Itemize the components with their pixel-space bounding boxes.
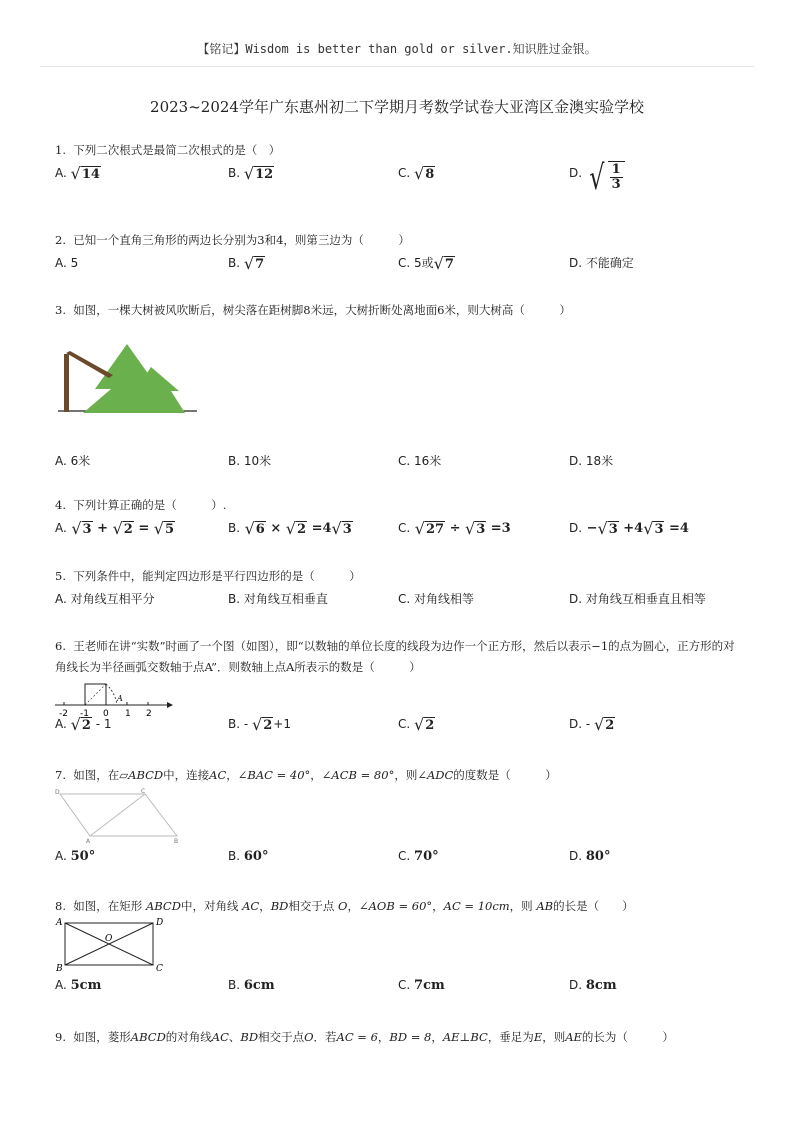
option-d[interactable]: D. 80°: [569, 849, 611, 864]
question-6-options: [55, 712, 745, 736]
option-d[interactable]: D. − √ 3 +4 √ 3 =4: [569, 518, 689, 538]
question-1: [55, 140, 745, 198]
option-b[interactable]: B. √ 7: [228, 253, 265, 273]
center-o: O: [105, 934, 113, 944]
vertex-a: A: [86, 838, 91, 844]
option-c[interactable]: C. 7cm: [398, 978, 445, 993]
option-c[interactable]: C. 70°: [398, 849, 439, 864]
vertex-d: D: [156, 918, 164, 928]
question-1-stem: 1. 下列二次根式是最简二次根式的是（ ）: [55, 143, 281, 157]
motto: 【铭记】Wisdom is better than gold or silver.知识胜过金银。: [197, 42, 597, 56]
question-4-stem: 4. 下列计算正确的是（ ）.: [55, 498, 227, 512]
question-3-stem: 3. 如图，一棵大树被风吹断后，树尖落在距树脚8米远，大树折断处离地面6米，则大树高（ ）: [55, 303, 571, 317]
question-9-stem: 9. 如图，菱形ABCD的对角线AC、BD相交于点O．若AC = 6，BD = 8，AE⊥BC，垂足为E，则AE的长为（ ）: [55, 1030, 674, 1044]
tick-label: 2: [146, 709, 152, 718]
option-d[interactable]: D. 18米: [569, 454, 614, 468]
option-b[interactable]: B. 10米: [228, 454, 272, 468]
vertex-c: C: [156, 964, 163, 973]
option-b[interactable]: B. 对角线互相垂直: [228, 592, 328, 606]
option-a[interactable]: A. 5: [55, 256, 79, 270]
question-7-options: [55, 844, 745, 868]
vertex-b: B: [174, 838, 179, 844]
tick-label: 1: [125, 709, 131, 718]
question-4-options: [55, 516, 745, 540]
option-b[interactable]: B. √ 12: [228, 163, 274, 183]
option-a[interactable]: A. √ 3 + √ 2 = √ 5: [55, 518, 175, 538]
point-label: A: [117, 694, 123, 703]
option-a[interactable]: A. √ 2 - 1: [55, 714, 112, 734]
question-5: [55, 566, 745, 611]
motto-divider: [40, 66, 754, 67]
question-8-options: [55, 973, 745, 997]
broken-tree-figure: [55, 341, 205, 421]
question-4: [55, 495, 745, 540]
rectangle-figure: [55, 917, 175, 973]
question-8: [55, 896, 745, 997]
question-3: [55, 300, 745, 473]
option-a[interactable]: A. 5cm: [55, 978, 102, 993]
option-d[interactable]: D. √ $\frac{1}{3}$: [569, 161, 625, 195]
option-d[interactable]: D. 不能确定: [569, 256, 634, 270]
vertex-d: D: [55, 789, 60, 796]
option-c[interactable]: C. 5或 √ 7: [398, 253, 454, 273]
option-a[interactable]: A. 6米: [55, 454, 91, 468]
option-b[interactable]: B. - √ 2 +1: [228, 714, 291, 734]
option-c[interactable]: C. 16米: [398, 454, 442, 468]
option-b[interactable]: B. 6cm: [228, 978, 275, 993]
option-a[interactable]: A. 对角线互相平分: [55, 592, 155, 606]
question-6: [55, 636, 745, 736]
question-5-stem: 5. 下列条件中，能判定四边形是平行四边形的是（ ）: [55, 569, 361, 583]
page-title: 2023~2024学年广东惠州初二下学期月考数学试卷大亚湾区金澳实验学校: [150, 98, 644, 116]
parallelogram-figure: [55, 788, 185, 844]
option-c[interactable]: C. √ 8: [398, 163, 435, 183]
tick-label: -2: [59, 709, 68, 718]
question-2-options: [55, 251, 745, 275]
tick-label: -1: [80, 709, 89, 718]
question-2-stem: 2. 已知一个直角三角形的两边长分别为3和4，则第三边为（ ）: [55, 233, 410, 247]
option-a[interactable]: A. √ 14: [55, 163, 100, 183]
option-a[interactable]: A. 50°: [55, 849, 96, 864]
option-d[interactable]: D. - √ 2: [569, 714, 615, 734]
parallelogram-symbol: ▱: [119, 768, 129, 782]
question-1-options: [55, 158, 745, 198]
question-6-stem: 6. 王老师在讲“实数”时画了一个图（如图），即“以数轴的单位长度的线段为边作一个正方形，然后以表示−1的点为圆心，正方形的对角线长为半径画弧交数轴于点A”．则数轴上点A所表示的数是（ ）: [55, 639, 735, 674]
option-b[interactable]: B. √ 6 × √ 2 =4 √ 3: [228, 518, 352, 538]
question-5-options: [55, 587, 745, 611]
vertex-a: A: [56, 918, 63, 928]
option-b[interactable]: B. 60°: [228, 849, 269, 864]
question-2: [55, 230, 745, 275]
question-7: [55, 765, 745, 868]
option-d[interactable]: D. 8cm: [569, 978, 617, 993]
question-3-options: [55, 449, 745, 473]
tick-label: 0: [103, 709, 109, 718]
option-c[interactable]: C. √ 27 ÷ √ 3 =3: [398, 518, 511, 538]
option-c[interactable]: C. 对角线相等: [398, 592, 475, 606]
option-c[interactable]: C. √ 2: [398, 714, 435, 734]
question-8-stem: 8. 如图，在矩形 ABCD中，对角线 AC，BD相交于点 O，∠AOB = 60°，AC = 10cm，则 AB的长是（ ）: [55, 899, 634, 913]
vertex-b: B: [56, 964, 63, 973]
vertex-c: C: [141, 788, 146, 795]
question-9: [55, 1027, 745, 1048]
question-7-stem: 7. 如图，在▱ABCD中，连接AC，∠BAC = 40°，∠ACB = 80°，则∠ADC的度数是（ ）: [55, 768, 557, 782]
option-d[interactable]: D. 对角线互相垂直且相等: [569, 592, 706, 606]
